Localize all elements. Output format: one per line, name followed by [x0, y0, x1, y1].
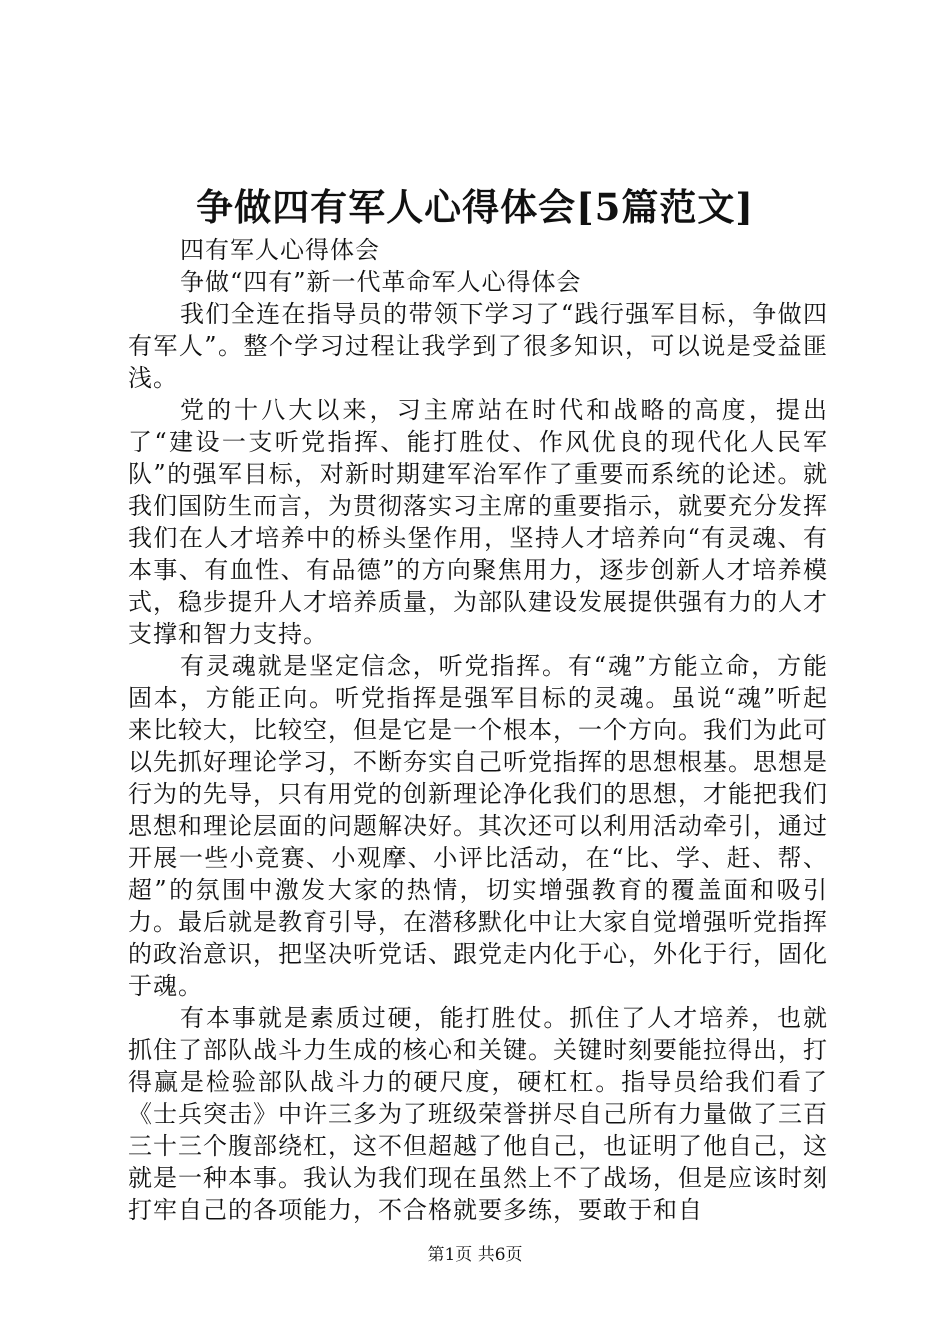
paragraph-subtitle-1: 四有军人心得体会: [180, 236, 380, 264]
paragraph-ability: 有本事就是素质过硬，能打胜仗。抓住了人才培养，也就抓住了部队战斗力生成的核心和关键。关键时刻要能拉得出，打得赢是检验部队战斗力的硬尺度，硬杠杠。指导员给我们看了《士兵突击》中许三多为了班级荣誉拼尽自己所有力量做了三百三十三个腹部绕杠，这不但超越了他自己，也证明了他自己，这就是一种本事。我认为我们现在虽然上不了战场，但是应该时刻打牢自己的各项能力，不合格就要多练，要敢于和自: [128, 1004, 828, 1224]
paragraph-soul: 有灵魂就是坚定信念，听党指挥。有“魂”方能立命，方能固本，方能正向。听党指挥是强军目标的灵魂。虽说“魂”听起来比较大，比较空，但是它是一个根本，一个方向。我们为此可以先抓好理论学习，不断夯实自己听党指挥的思想根基。思想是行为的先导，只有用党的创新理论净化我们的思想，才能把我们思想和理论层面的问题解决好。其次还可以利用活动牵引，通过开展一些小竞赛、小观摩、小评比活动，在“比、学、赶、帮、超”的氛围中激发大家的热情，切实增强教育的覆盖面和吸引力。最后就是教育引导，在潜移默化中让大家自觉增强听党指挥的政治意识，把坚决听党话、跟党走内化于心，外化于行，固化于魂。: [128, 652, 828, 1000]
page-number-footer: 第1页 共6页: [427, 1245, 523, 1265]
document-body: [128, 234, 828, 1226]
paragraph-strong-army-goal: 党的十八大以来，习主席站在时代和战略的高度，提出了“建设一支听党指挥、能打胜仗、作风优良的现代化人民军队”的强军目标，对新时期建军治军作了重要而系统的论述。就我们国防生而言，为贯彻落实习主席的重要指示，就要充分发挥我们在人才培养中的桥头堡作用，坚持人才培养向“有灵魂、有本事、有血性、有品德”的方向聚焦用力，逐步创新人才培养模式，稳步提升人才培养质量，为部队建设发展提供强有力的人才支撑和智力支持。: [128, 396, 828, 648]
paragraph-intro: 我们全连在指导员的带领下学习了“践行强军目标，争做四有军人”。整个学习过程让我学到了很多知识，可以说是受益匪浅。: [128, 300, 828, 392]
paragraph-subtitle-2: 争做“四有”新一代革命军人心得体会: [180, 268, 582, 296]
document-title: 争做四有军人心得体会[5篇范文]: [196, 185, 754, 229]
